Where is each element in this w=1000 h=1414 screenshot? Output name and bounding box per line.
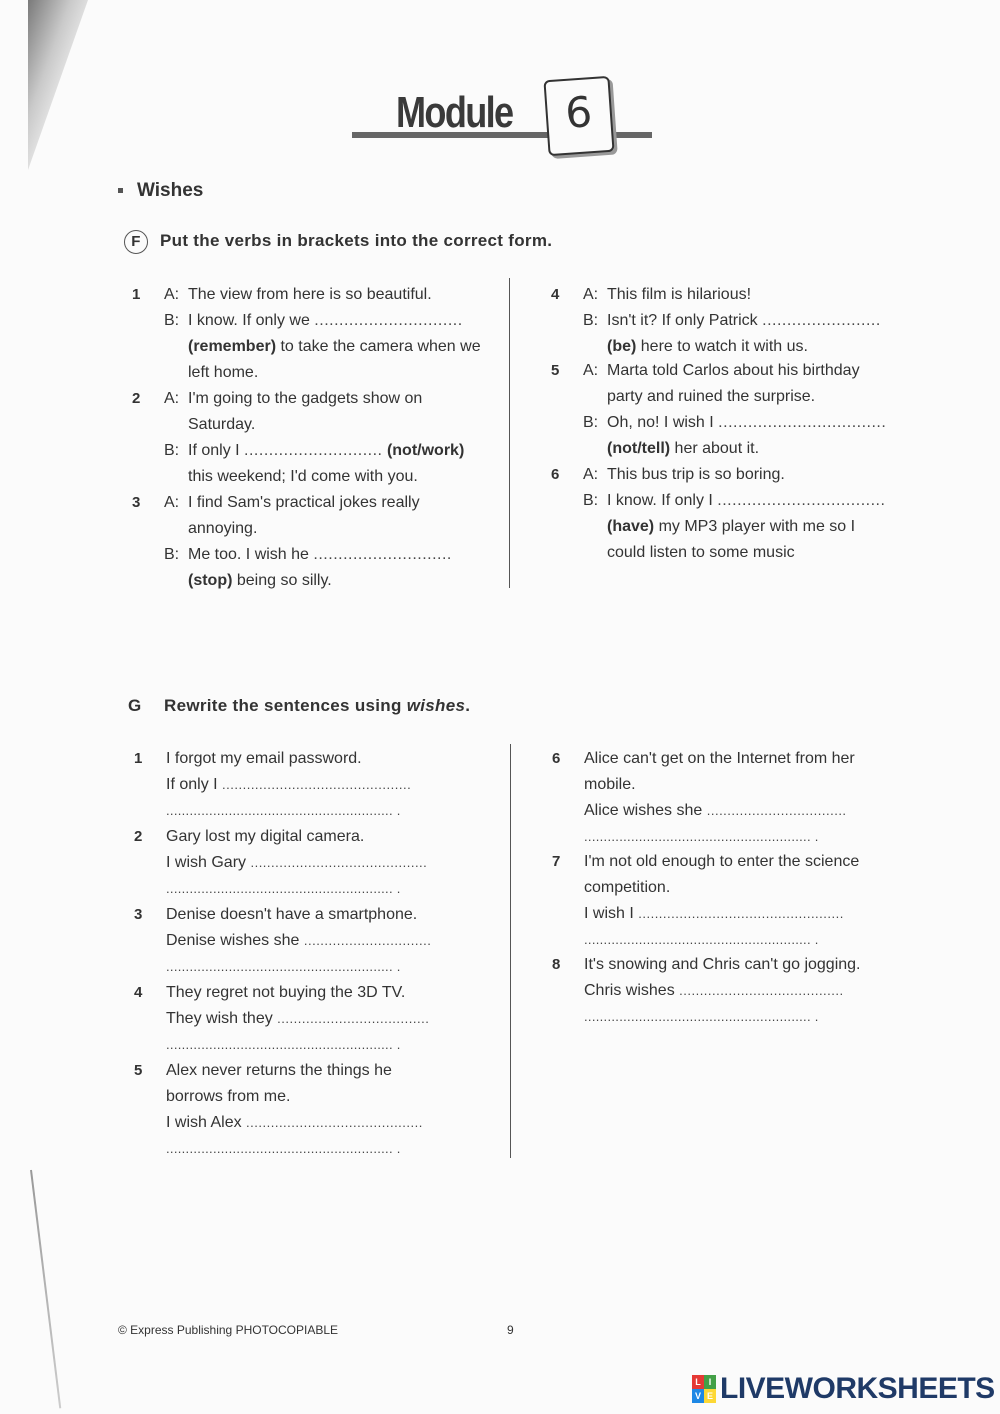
g-item-1: 1 I forgot my email password. If only I .............................................. .......................................................... . — [134, 746, 484, 824]
column-divider — [509, 278, 510, 588]
bullet-icon — [118, 188, 123, 193]
exercise-g-letter: G — [128, 696, 142, 715]
answer-blank[interactable]: ..................................... — [277, 1011, 430, 1026]
f-item-3: 3 A: I find Sam's practical jokes really annoying. B: Me too. I wish he ............................ (stop) being so silly. — [132, 494, 452, 589]
exercise-f-badge: F — [124, 230, 148, 254]
answer-blank[interactable]: .................................. — [706, 803, 847, 818]
answer-line[interactable]: .......................................................... . — [166, 803, 401, 818]
g-item-4: 4 They regret not buying the 3D TV. They wish they ..................................... .......................................................... . — [134, 980, 484, 1058]
answer-line[interactable]: .......................................................... . — [166, 881, 401, 896]
scan-shadow — [28, 0, 88, 170]
answer-line[interactable]: .......................................................... . — [584, 932, 819, 947]
answer-blank[interactable]: .................................................. — [638, 906, 844, 921]
section-heading: Wishes — [118, 180, 203, 202]
g-item-3: 3 Denise doesn't have a smartphone. Denise wishes she ............................... .......................................................... . — [134, 902, 484, 980]
scan-edge-line — [30, 1170, 61, 1408]
answer-line[interactable]: .......................................................... . — [166, 1037, 401, 1052]
answer-blank[interactable]: ........................................... — [250, 855, 428, 870]
copyright-footer: © Express Publishing PHOTOCOPIABLE — [118, 1323, 339, 1337]
g-item-2: 2 Gary lost my digital camera. I wish Gary ........................................... .......................................................... . — [134, 824, 484, 902]
exercise-g-heading: G Rewrite the sentences using wishes. — [128, 696, 471, 715]
answer-blank[interactable]: ............................ — [244, 442, 383, 459]
answer-blank[interactable]: .................................. — [717, 492, 886, 509]
f-item-5: 5 A: Marta told Carlos about his birthday party and ruined the surprise. B: Oh, no! I wish I .................................. (not/tell) her about it. — [551, 362, 887, 457]
f-item-1: 1 A: The view from here is so beautiful. B: I know. If only we .............................. (remember) to take the camera when we left home. — [132, 286, 481, 381]
answer-blank[interactable]: .............................. — [314, 312, 463, 329]
g-item-7: 7 I'm not old enough to enter the science competition. I wish I .................................................. .......................................................... . — [552, 849, 902, 953]
module-title: Module — [396, 88, 513, 137]
f-item-6: 6 A: This bus trip is so boring. B: I know. If only I .................................. (have) my MP3 player with me so I could listen to some music — [551, 466, 886, 561]
answer-blank[interactable]: .................................. — [718, 414, 887, 431]
g-item-5: 5 Alex never returns the things he borrows from me. I wish Alex ........................................... .......................................................... . — [134, 1058, 484, 1162]
page-number: 9 — [507, 1323, 514, 1337]
answer-blank[interactable]: ........................ — [762, 312, 881, 329]
answer-line[interactable]: .......................................................... . — [584, 1009, 819, 1024]
liveworksheets-icon: L I V E — [692, 1375, 716, 1403]
answer-line[interactable]: .......................................................... . — [584, 829, 819, 844]
f-item-4: 4 A: This film is hilarious! B: Isn't it? If only Patrick ........................ (be) here to watch it with us. — [551, 286, 881, 355]
answer-blank[interactable]: ............................... — [303, 933, 432, 948]
answer-line[interactable]: .......................................................... . — [166, 959, 401, 974]
exercise-f-instruction: Put the verbs in brackets into the correct form. — [160, 231, 553, 250]
brand-name: LIVEWORKSHEETS — [720, 1372, 995, 1405]
column-divider — [510, 744, 511, 1158]
f-item-2: 2 A: I'm going to the gadgets show on Saturday. B: If only I ............................ (not/work) this weekend; I'd come with you. — [132, 390, 465, 485]
answer-blank[interactable]: ........................................... — [246, 1115, 423, 1130]
module-number: 6 — [563, 87, 594, 138]
liveworksheets-logo[interactable] — [692, 1372, 995, 1406]
answer-blank[interactable]: .............................................. — [222, 777, 412, 792]
answer-blank[interactable]: ............................ — [313, 546, 452, 563]
module-number-box — [543, 76, 614, 156]
g-item-8: 8 It's snowing and Chris can't go jogging. Chris wishes ........................................ .......................................................... . — [552, 952, 902, 1030]
g-item-6: 6 Alice can't get on the Internet from her mobile. Alice wishes she .................................. .......................................................... . — [552, 746, 902, 850]
exercise-f-heading — [124, 230, 552, 254]
answer-line[interactable]: .......................................................... . — [166, 1141, 401, 1156]
answer-blank[interactable]: ........................................ — [679, 983, 844, 998]
